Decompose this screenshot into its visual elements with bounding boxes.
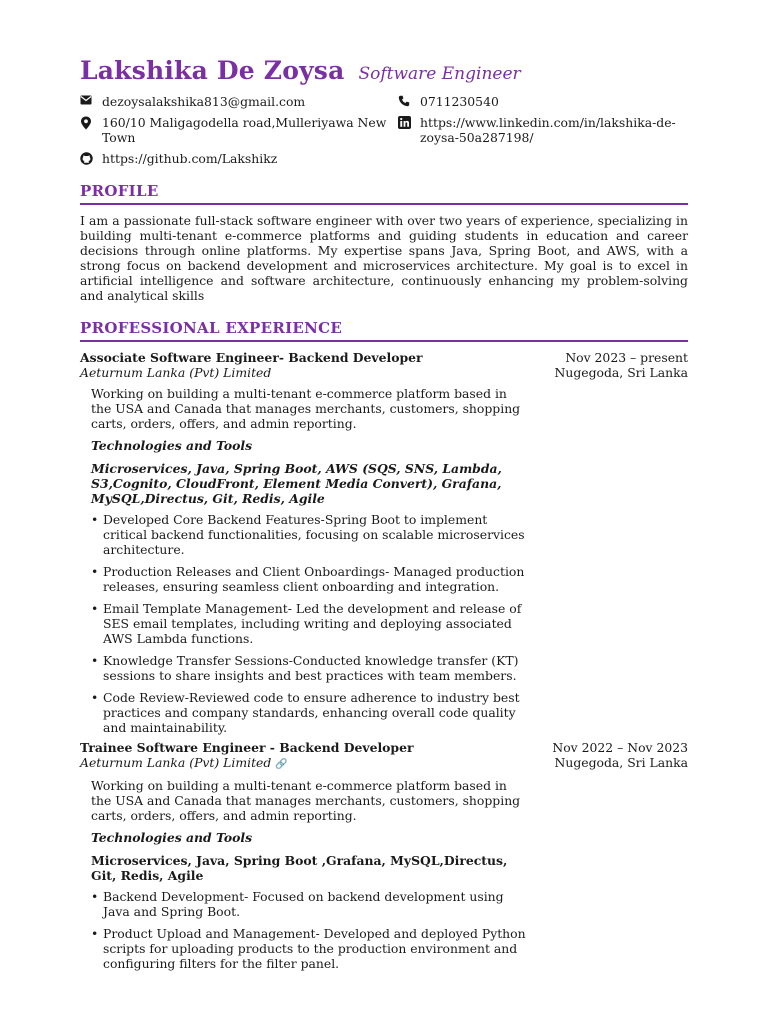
job-entry: [80, 740, 688, 971]
job-body: [80, 386, 531, 735]
contact-github[interactable]: [80, 151, 398, 166]
linkedin-text[interactable]: https://www.linkedin.com/in/lakshika-de-zoysa-50a287198/: [420, 115, 676, 145]
job-title: Trainee Software Engineer - Backend Developer: [80, 740, 414, 755]
job-dates: Nov 2023 – present: [565, 350, 688, 365]
company-name-text: Aeturnum Lanka (Pvt) Limited: [80, 755, 272, 770]
company-name: Aeturnum Lanka (Pvt) Limited: [80, 365, 272, 380]
job-dates: Nov 2022 – Nov 2023: [552, 740, 688, 755]
contact-linkedin[interactable]: [398, 115, 688, 145]
experience-heading: PROFESSIONAL EXPERIENCE: [80, 319, 688, 342]
job-entry: [80, 350, 688, 735]
profile-summary: I am a passionate full-stack software engineer with over two years of experience, specializing in building multi-tenant e-commerce platforms and guiding students in education and career decisions through online platforms. My expertise spans Java, Spring Boot, and AWS, with a strong focus on backend development and microservices architecture. My goal is to excel in artificial intelligence and software architecture, continuously enhancing my problem-solving and analytical skills: [80, 213, 688, 303]
job-header: [80, 350, 688, 380]
tech-heading: Technologies and Tools: [91, 438, 253, 453]
job-bullets: [91, 512, 531, 735]
candidate-name: Lakshika De Zoysa: [80, 56, 345, 85]
contact-info: [80, 94, 688, 166]
contact-address: [80, 115, 398, 145]
job-title: Associate Software Engineer- Backend Developer: [80, 350, 423, 365]
job-bullets: [91, 889, 531, 971]
tech-list: Microservices, Java, Spring Boot ,Grafana, MySQL,Directus, Git, Redis, Agile: [91, 853, 508, 883]
location-icon: [80, 115, 102, 130]
phone-text[interactable]: 0711230540: [420, 94, 499, 109]
list-item: • Code Review-Reviewed code to ensure adherence to industry best practices and company standards, enhancing overall code quality and maintainability.: [91, 690, 531, 735]
email-icon: [80, 94, 102, 105]
tech-heading: Technologies and Tools: [91, 830, 253, 845]
list-item: • Production Releases and Client Onboardings- Managed production releases, ensuring seamless client onboarding and integration.: [91, 564, 531, 594]
job-description: Working on building a multi-tenant e-commerce platform based in the USA and Canada that manages merchants, customers, shopping carts, orders, offers, and admin reporting.: [91, 386, 521, 431]
github-text[interactable]: https://github.com/Lakshikz: [102, 151, 278, 166]
job-location: Nugegoda, Sri Lanka: [554, 365, 688, 380]
job-body: [80, 778, 531, 971]
contact-email[interactable]: [80, 94, 398, 109]
candidate-role: Software Engineer: [358, 64, 521, 84]
address-text: 160/10 Maligagodella road,Mulleriyawa New Town: [102, 115, 387, 145]
list-item: • Product Upload and Management- Developed and deployed Python scripts for uploading products to the production environment and configuring filters for the filter panel.: [91, 926, 531, 971]
list-item: • Developed Core Backend Features-Spring Boot to implement critical backend functionalities, focusing on scalable microservices architecture.: [91, 512, 531, 557]
linkedin-icon: [398, 115, 420, 129]
list-item: • Backend Development- Focused on backend development using Java and Spring Boot.: [91, 889, 531, 919]
link-icon[interactable]: 🔗: [275, 759, 288, 770]
contact-phone[interactable]: [398, 94, 688, 109]
profile-heading: PROFILE: [80, 182, 688, 205]
email-text[interactable]: dezoysalakshika813@gmail.com: [102, 94, 306, 109]
list-item: • Email Template Management- Led the development and release of SES email templates, including writing and deploying associated AWS Lambda functions.: [91, 601, 531, 646]
tech-list: Microservices, Java, Spring Boot, AWS (SQS, SNS, Lambda, S3,Cognito, CloudFront, Element Media Convert), Grafana, MySQL,Directus, Git, Redis, Agile: [91, 461, 502, 506]
github-icon: [80, 151, 102, 165]
job-header: [80, 740, 688, 772]
list-item: • Knowledge Transfer Sessions-Conducted knowledge transfer (KT) sessions to share insights and best practices with team members.: [91, 653, 531, 683]
resume-header: [80, 56, 688, 85]
phone-icon: [398, 94, 420, 107]
job-description: Working on building a multi-tenant e-commerce platform based in the USA and Canada that manages merchants, customers, shopping carts, orders, offers, and admin reporting.: [91, 778, 521, 823]
company-name: [80, 755, 414, 772]
job-location: Nugegoda, Sri Lanka: [554, 755, 688, 770]
